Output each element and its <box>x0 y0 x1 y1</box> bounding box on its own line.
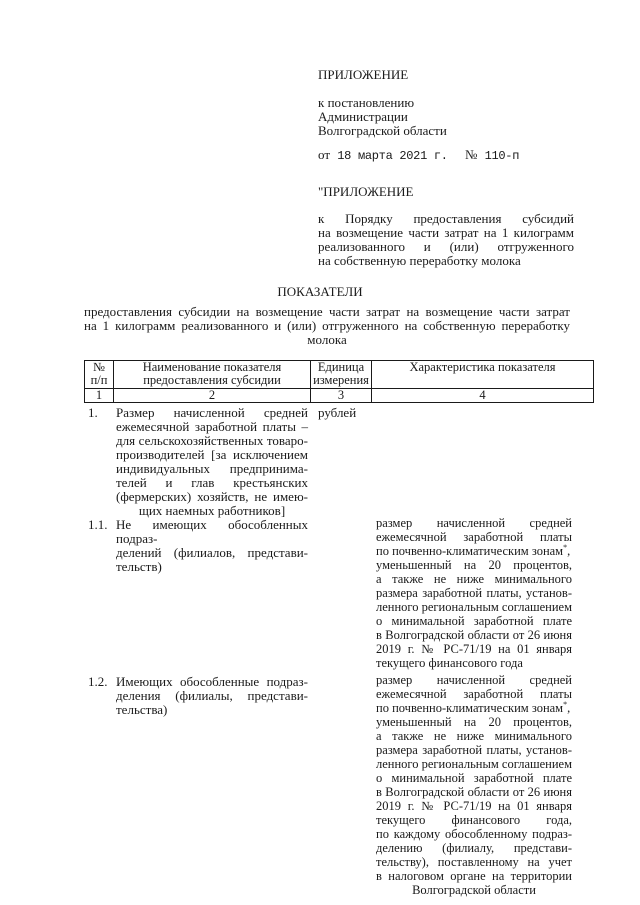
char-line-footnote <box>376 701 572 715</box>
header-name-line: предоставления субсидии <box>143 373 281 387</box>
header-characteristic-text: Характеристика показателя <box>409 360 556 374</box>
char-line: уменьшенный на 20 процентов, <box>376 715 572 729</box>
name-line: Не имеющих обособленных подраз- <box>116 517 308 546</box>
header-unit-line: измерения <box>313 373 369 387</box>
char-line: в Волгоградской области от 26 июня <box>376 785 572 799</box>
name-line: деления (филиалы, представи- <box>116 688 308 703</box>
appendix-title: ПРИЛОЖЕНИЕ <box>318 67 409 82</box>
char-line: текущего финансового года, <box>376 813 572 827</box>
procedure-line: реализованного и (или) отгруженного <box>318 239 574 254</box>
char-line: по каждому обособленному подраз- <box>376 827 572 841</box>
footnote-suffix: , <box>567 701 571 715</box>
document-subtitle <box>84 305 570 347</box>
indicators-table-header <box>84 360 594 403</box>
resolution-line: Волгоградской области <box>318 123 447 138</box>
char-line: в Волгоградской области от 26 июня <box>376 628 572 642</box>
char-line: делению (филиалу, представи- <box>376 841 572 855</box>
name-line: производителей [за исключением <box>116 447 308 462</box>
char-line: Волгоградской области <box>412 883 536 897</box>
footnote-mark: * <box>563 699 568 709</box>
char-line-text: по почвенно-климатическим зонам <box>376 701 564 715</box>
header-name-line: Наименование показателя <box>142 360 282 374</box>
char-line: ежемесячной заработной платы <box>376 530 572 544</box>
char-line-text: по почвенно-климатическим зонам <box>376 544 564 558</box>
header-num <box>85 361 114 389</box>
char-line: о минимальной заработной плате <box>376 771 572 785</box>
char-line: ежемесячной заработной платы <box>376 687 572 701</box>
header-characteristic <box>372 361 594 389</box>
column-numbers-row <box>85 389 594 403</box>
footnote-mark: * <box>563 542 568 552</box>
char-line: ленного региональным соглашением <box>376 600 572 614</box>
row-1-number: 1. <box>88 405 98 420</box>
name-line: тельств) <box>116 559 162 574</box>
char-line: размер начисленной средней <box>376 673 572 687</box>
resolution-date-number <box>318 148 519 163</box>
name-line: тельства) <box>116 702 168 717</box>
number-sign: № <box>464 147 478 162</box>
resolution-line: к постановлению <box>318 95 415 110</box>
name-line: делений (филиалов, представи- <box>116 545 308 560</box>
column-number: 2 <box>114 389 311 403</box>
header-unit <box>311 361 372 389</box>
char-line: размер начисленной средней <box>376 516 572 530</box>
column-number: 1 <box>85 389 114 403</box>
char-line: уменьшенный на 20 процентов, <box>376 558 572 572</box>
header-name <box>114 361 311 389</box>
subtitle-line: предоставления субсидии на возмещение части затрат на возмещение части затрат <box>84 304 570 319</box>
row-1-2-characteristic <box>376 673 572 897</box>
subtitle-line: на 1 килограмм реализованного и (или) отгруженного на собственную переработку <box>84 318 570 333</box>
name-line: (фермерских) хозяйств, не имею- <box>116 489 308 504</box>
char-line: размера заработной платы, установ- <box>376 743 572 757</box>
char-line: 2019 г. № РС-71/19 на 01 января <box>376 642 572 656</box>
resolution-line: Администрации <box>318 109 408 124</box>
document-title: ПОКАЗАТЕЛИ <box>277 284 363 299</box>
char-line: размера заработной платы, установ- <box>376 586 572 600</box>
char-line: текущего финансового года <box>376 656 523 670</box>
row-1-1-characteristic <box>376 516 572 670</box>
procedure-line: на возмещение части затрат на 1 килограмм <box>318 225 574 240</box>
name-line: для сельскохозяйственных товаро- <box>116 433 308 448</box>
char-line: а также не ниже минимального <box>376 572 572 586</box>
name-line: Размер начисленной средней <box>116 405 308 420</box>
column-number: 4 <box>372 389 594 403</box>
row-1-1-name <box>116 518 308 574</box>
date-value: 18 марта 2021 г. <box>337 149 448 163</box>
subtitle-line: молока <box>307 332 347 347</box>
char-line: о минимальной заработной плате <box>376 614 572 628</box>
name-line: ежемесячной заработной платы – <box>116 419 308 434</box>
char-line: 2019 г. № РС-71/19 на 01 января <box>376 799 572 813</box>
char-line: ленного региональным соглашением <box>376 757 572 771</box>
char-line: а также не ниже минимального <box>376 729 572 743</box>
row-1-unit: рублей <box>318 405 357 420</box>
resolution-reference <box>318 96 518 138</box>
name-line: Имеющих обособленные подраз- <box>116 674 308 689</box>
char-line: в налоговом органе на территории <box>376 869 572 883</box>
header-num-line: п/п <box>90 373 108 387</box>
procedure-line: на собственную переработку молока <box>318 253 521 268</box>
name-line: индивидуальных предпринима- <box>116 461 308 476</box>
date-prefix: от <box>318 147 331 162</box>
name-line: телей и глав крестьянских <box>116 475 308 490</box>
footnote-suffix: , <box>567 544 571 558</box>
column-number: 3 <box>311 389 372 403</box>
table-header-row <box>85 361 594 389</box>
header-num-line: № <box>93 360 105 374</box>
row-1-name <box>116 406 308 518</box>
name-line: щих наемных работников] <box>138 503 286 518</box>
char-line-footnote <box>376 544 572 558</box>
char-line: тельству), поставленному на учет <box>376 855 572 869</box>
inner-appendix-title: "ПРИЛОЖЕНИЕ <box>318 184 414 199</box>
row-1-2-name <box>116 675 308 717</box>
number-value: 110-п <box>484 149 520 163</box>
procedure-reference <box>318 212 574 268</box>
row-1-1-number: 1.1. <box>88 517 108 532</box>
row-1-2-number: 1.2. <box>88 674 108 689</box>
procedure-line: к Порядку предоставления субсидий <box>318 211 574 226</box>
header-unit-line: Единица <box>317 360 365 374</box>
